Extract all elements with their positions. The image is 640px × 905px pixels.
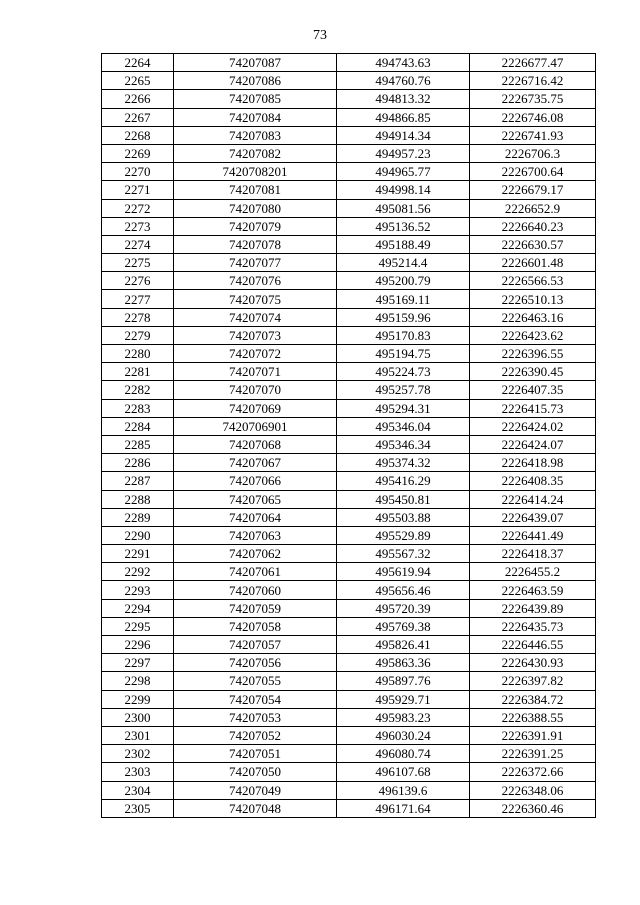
point-id-cell: 74207070 bbox=[174, 381, 337, 399]
point-number-cell: 2270 bbox=[102, 163, 174, 181]
y-coordinate-cell: 2226415.73 bbox=[470, 399, 596, 417]
y-coordinate-cell: 2226455.2 bbox=[470, 563, 596, 581]
x-coordinate-cell: 495194.75 bbox=[337, 345, 470, 363]
point-number-cell: 2269 bbox=[102, 144, 174, 162]
point-id-cell: 74207075 bbox=[174, 290, 337, 308]
table-row bbox=[102, 326, 596, 344]
x-coordinate-cell: 495450.81 bbox=[337, 490, 470, 508]
table-row bbox=[102, 163, 596, 181]
y-coordinate-cell: 2226679.17 bbox=[470, 181, 596, 199]
y-coordinate-cell: 2226741.93 bbox=[470, 126, 596, 144]
y-coordinate-cell: 2226418.37 bbox=[470, 545, 596, 563]
point-id-cell: 74207057 bbox=[174, 636, 337, 654]
x-coordinate-cell: 495619.94 bbox=[337, 563, 470, 581]
point-id-cell: 74207061 bbox=[174, 563, 337, 581]
y-coordinate-cell: 2226566.53 bbox=[470, 272, 596, 290]
x-coordinate-cell: 494965.77 bbox=[337, 163, 470, 181]
y-coordinate-cell: 2226390.45 bbox=[470, 363, 596, 381]
table-row bbox=[102, 563, 596, 581]
table-row bbox=[102, 599, 596, 617]
point-number-cell: 2283 bbox=[102, 399, 174, 417]
y-coordinate-cell: 2226348.06 bbox=[470, 781, 596, 799]
table-row bbox=[102, 617, 596, 635]
point-number-cell: 2277 bbox=[102, 290, 174, 308]
point-id-cell: 7420706901 bbox=[174, 417, 337, 435]
table-row bbox=[102, 526, 596, 544]
table-row bbox=[102, 726, 596, 744]
x-coordinate-cell: 495503.88 bbox=[337, 508, 470, 526]
point-id-cell: 74207063 bbox=[174, 526, 337, 544]
point-id-cell: 74207084 bbox=[174, 108, 337, 126]
coordinates-table bbox=[101, 53, 596, 818]
x-coordinate-cell: 494914.34 bbox=[337, 126, 470, 144]
table-row bbox=[102, 235, 596, 253]
table-row bbox=[102, 636, 596, 654]
point-id-cell: 74207048 bbox=[174, 799, 337, 817]
y-coordinate-cell: 2226463.59 bbox=[470, 581, 596, 599]
x-coordinate-cell: 495159.96 bbox=[337, 308, 470, 326]
point-id-cell: 74207074 bbox=[174, 308, 337, 326]
y-coordinate-cell: 2226441.49 bbox=[470, 526, 596, 544]
table-row bbox=[102, 781, 596, 799]
point-number-cell: 2272 bbox=[102, 199, 174, 217]
x-coordinate-cell: 494998.14 bbox=[337, 181, 470, 199]
table-row bbox=[102, 308, 596, 326]
point-id-cell: 74207069 bbox=[174, 399, 337, 417]
x-coordinate-cell: 496080.74 bbox=[337, 745, 470, 763]
table-row bbox=[102, 290, 596, 308]
point-id-cell: 74207077 bbox=[174, 254, 337, 272]
x-coordinate-cell: 495720.39 bbox=[337, 599, 470, 617]
point-number-cell: 2289 bbox=[102, 508, 174, 526]
x-coordinate-cell: 495983.23 bbox=[337, 708, 470, 726]
point-id-cell: 74207060 bbox=[174, 581, 337, 599]
table-row bbox=[102, 490, 596, 508]
table-row bbox=[102, 272, 596, 290]
point-number-cell: 2298 bbox=[102, 672, 174, 690]
point-number-cell: 2288 bbox=[102, 490, 174, 508]
point-number-cell: 2299 bbox=[102, 690, 174, 708]
point-id-cell: 74207079 bbox=[174, 217, 337, 235]
point-number-cell: 2264 bbox=[102, 54, 174, 72]
y-coordinate-cell: 2226439.89 bbox=[470, 599, 596, 617]
table-row bbox=[102, 708, 596, 726]
x-coordinate-cell: 495169.11 bbox=[337, 290, 470, 308]
y-coordinate-cell: 2226407.35 bbox=[470, 381, 596, 399]
y-coordinate-cell: 2226423.62 bbox=[470, 326, 596, 344]
table-row bbox=[102, 581, 596, 599]
y-coordinate-cell: 2226424.02 bbox=[470, 417, 596, 435]
point-number-cell: 2281 bbox=[102, 363, 174, 381]
y-coordinate-cell: 2226424.07 bbox=[470, 435, 596, 453]
y-coordinate-cell: 2226630.57 bbox=[470, 235, 596, 253]
point-id-cell: 74207080 bbox=[174, 199, 337, 217]
x-coordinate-cell: 495081.56 bbox=[337, 199, 470, 217]
table-row bbox=[102, 345, 596, 363]
x-coordinate-cell: 494866.85 bbox=[337, 108, 470, 126]
table-row bbox=[102, 545, 596, 563]
point-id-cell: 74207076 bbox=[174, 272, 337, 290]
x-coordinate-cell: 495257.78 bbox=[337, 381, 470, 399]
x-coordinate-cell: 495346.04 bbox=[337, 417, 470, 435]
table-row bbox=[102, 399, 596, 417]
table-row bbox=[102, 254, 596, 272]
y-coordinate-cell: 2226439.07 bbox=[470, 508, 596, 526]
x-coordinate-cell: 495826.41 bbox=[337, 636, 470, 654]
point-number-cell: 2265 bbox=[102, 72, 174, 90]
x-coordinate-cell: 495346.34 bbox=[337, 435, 470, 453]
y-coordinate-cell: 2226391.91 bbox=[470, 726, 596, 744]
x-coordinate-cell: 494760.76 bbox=[337, 72, 470, 90]
x-coordinate-cell: 495656.46 bbox=[337, 581, 470, 599]
x-coordinate-cell: 495769.38 bbox=[337, 617, 470, 635]
point-id-cell: 74207085 bbox=[174, 90, 337, 108]
x-coordinate-cell: 496139.6 bbox=[337, 781, 470, 799]
point-id-cell: 74207081 bbox=[174, 181, 337, 199]
point-id-cell: 74207071 bbox=[174, 363, 337, 381]
point-id-cell: 74207051 bbox=[174, 745, 337, 763]
table-row bbox=[102, 181, 596, 199]
x-coordinate-cell: 495224.73 bbox=[337, 363, 470, 381]
y-coordinate-cell: 2226372.66 bbox=[470, 763, 596, 781]
x-coordinate-cell: 495294.31 bbox=[337, 399, 470, 417]
y-coordinate-cell: 2226706.3 bbox=[470, 144, 596, 162]
point-id-cell: 74207056 bbox=[174, 654, 337, 672]
x-coordinate-cell: 494957.23 bbox=[337, 144, 470, 162]
point-number-cell: 2302 bbox=[102, 745, 174, 763]
x-coordinate-cell: 496107.68 bbox=[337, 763, 470, 781]
y-coordinate-cell: 2226396.55 bbox=[470, 345, 596, 363]
point-number-cell: 2268 bbox=[102, 126, 174, 144]
point-number-cell: 2287 bbox=[102, 472, 174, 490]
point-number-cell: 2276 bbox=[102, 272, 174, 290]
x-coordinate-cell: 494743.63 bbox=[337, 54, 470, 72]
y-coordinate-cell: 2226735.75 bbox=[470, 90, 596, 108]
point-id-cell: 74207050 bbox=[174, 763, 337, 781]
x-coordinate-cell: 496030.24 bbox=[337, 726, 470, 744]
point-number-cell: 2291 bbox=[102, 545, 174, 563]
point-number-cell: 2286 bbox=[102, 454, 174, 472]
point-number-cell: 2296 bbox=[102, 636, 174, 654]
point-id-cell: 74207073 bbox=[174, 326, 337, 344]
point-id-cell: 74207087 bbox=[174, 54, 337, 72]
x-coordinate-cell: 495863.36 bbox=[337, 654, 470, 672]
x-coordinate-cell: 495214.4 bbox=[337, 254, 470, 272]
point-number-cell: 2282 bbox=[102, 381, 174, 399]
point-id-cell: 74207067 bbox=[174, 454, 337, 472]
y-coordinate-cell: 2226601.48 bbox=[470, 254, 596, 272]
point-id-cell: 74207068 bbox=[174, 435, 337, 453]
table-row bbox=[102, 108, 596, 126]
point-number-cell: 2273 bbox=[102, 217, 174, 235]
point-number-cell: 2293 bbox=[102, 581, 174, 599]
point-id-cell: 74207062 bbox=[174, 545, 337, 563]
y-coordinate-cell: 2226384.72 bbox=[470, 690, 596, 708]
y-coordinate-cell: 2226360.46 bbox=[470, 799, 596, 817]
point-id-cell: 74207058 bbox=[174, 617, 337, 635]
point-id-cell: 74207052 bbox=[174, 726, 337, 744]
point-id-cell: 74207064 bbox=[174, 508, 337, 526]
x-coordinate-cell: 495136.52 bbox=[337, 217, 470, 235]
point-id-cell: 74207065 bbox=[174, 490, 337, 508]
point-id-cell: 74207059 bbox=[174, 599, 337, 617]
x-coordinate-cell: 496171.64 bbox=[337, 799, 470, 817]
table-row bbox=[102, 454, 596, 472]
y-coordinate-cell: 2226418.98 bbox=[470, 454, 596, 472]
x-coordinate-cell: 495929.71 bbox=[337, 690, 470, 708]
point-number-cell: 2292 bbox=[102, 563, 174, 581]
x-coordinate-cell: 495897.76 bbox=[337, 672, 470, 690]
point-number-cell: 2285 bbox=[102, 435, 174, 453]
y-coordinate-cell: 2226463.16 bbox=[470, 308, 596, 326]
table-row bbox=[102, 72, 596, 90]
point-number-cell: 2284 bbox=[102, 417, 174, 435]
y-coordinate-cell: 2226388.55 bbox=[470, 708, 596, 726]
x-coordinate-cell: 495200.79 bbox=[337, 272, 470, 290]
point-id-cell: 7420708201 bbox=[174, 163, 337, 181]
point-number-cell: 2271 bbox=[102, 181, 174, 199]
table-row bbox=[102, 435, 596, 453]
point-number-cell: 2290 bbox=[102, 526, 174, 544]
x-coordinate-cell: 494813.32 bbox=[337, 90, 470, 108]
table-row bbox=[102, 799, 596, 817]
y-coordinate-cell: 2226746.08 bbox=[470, 108, 596, 126]
table-row bbox=[102, 381, 596, 399]
point-id-cell: 74207083 bbox=[174, 126, 337, 144]
point-number-cell: 2295 bbox=[102, 617, 174, 635]
point-number-cell: 2280 bbox=[102, 345, 174, 363]
point-number-cell: 2267 bbox=[102, 108, 174, 126]
point-id-cell: 74207086 bbox=[174, 72, 337, 90]
point-id-cell: 74207053 bbox=[174, 708, 337, 726]
point-number-cell: 2305 bbox=[102, 799, 174, 817]
table-row bbox=[102, 690, 596, 708]
table-row bbox=[102, 90, 596, 108]
y-coordinate-cell: 2226446.55 bbox=[470, 636, 596, 654]
table-row bbox=[102, 745, 596, 763]
x-coordinate-cell: 495567.32 bbox=[337, 545, 470, 563]
table-row bbox=[102, 54, 596, 72]
x-coordinate-cell: 495188.49 bbox=[337, 235, 470, 253]
point-id-cell: 74207055 bbox=[174, 672, 337, 690]
y-coordinate-cell: 2226430.93 bbox=[470, 654, 596, 672]
page-number: 73 bbox=[313, 28, 327, 43]
table-row bbox=[102, 672, 596, 690]
point-number-cell: 2266 bbox=[102, 90, 174, 108]
x-coordinate-cell: 495374.32 bbox=[337, 454, 470, 472]
table-row bbox=[102, 472, 596, 490]
point-id-cell: 74207072 bbox=[174, 345, 337, 363]
y-coordinate-cell: 2226408.35 bbox=[470, 472, 596, 490]
point-id-cell: 74207082 bbox=[174, 144, 337, 162]
point-number-cell: 2275 bbox=[102, 254, 174, 272]
table-row bbox=[102, 417, 596, 435]
y-coordinate-cell: 2226716.42 bbox=[470, 72, 596, 90]
y-coordinate-cell: 2226435.73 bbox=[470, 617, 596, 635]
point-number-cell: 2303 bbox=[102, 763, 174, 781]
point-id-cell: 74207049 bbox=[174, 781, 337, 799]
table-row bbox=[102, 217, 596, 235]
y-coordinate-cell: 2226397.82 bbox=[470, 672, 596, 690]
table-row bbox=[102, 508, 596, 526]
table-row bbox=[102, 144, 596, 162]
point-id-cell: 74207078 bbox=[174, 235, 337, 253]
y-coordinate-cell: 2226677.47 bbox=[470, 54, 596, 72]
point-number-cell: 2274 bbox=[102, 235, 174, 253]
point-number-cell: 2278 bbox=[102, 308, 174, 326]
y-coordinate-cell: 2226414.24 bbox=[470, 490, 596, 508]
point-number-cell: 2279 bbox=[102, 326, 174, 344]
y-coordinate-cell: 2226640.23 bbox=[470, 217, 596, 235]
y-coordinate-cell: 2226391.25 bbox=[470, 745, 596, 763]
point-number-cell: 2304 bbox=[102, 781, 174, 799]
x-coordinate-cell: 495529.89 bbox=[337, 526, 470, 544]
x-coordinate-cell: 495170.83 bbox=[337, 326, 470, 344]
point-number-cell: 2294 bbox=[102, 599, 174, 617]
table-row bbox=[102, 199, 596, 217]
point-number-cell: 2297 bbox=[102, 654, 174, 672]
table-row bbox=[102, 654, 596, 672]
table-row bbox=[102, 763, 596, 781]
table-row bbox=[102, 126, 596, 144]
x-coordinate-cell: 495416.29 bbox=[337, 472, 470, 490]
point-id-cell: 74207066 bbox=[174, 472, 337, 490]
y-coordinate-cell: 2226700.64 bbox=[470, 163, 596, 181]
y-coordinate-cell: 2226652.9 bbox=[470, 199, 596, 217]
point-number-cell: 2301 bbox=[102, 726, 174, 744]
point-number-cell: 2300 bbox=[102, 708, 174, 726]
table-row bbox=[102, 363, 596, 381]
point-id-cell: 74207054 bbox=[174, 690, 337, 708]
y-coordinate-cell: 2226510.13 bbox=[470, 290, 596, 308]
coordinates-table-body bbox=[102, 54, 596, 818]
